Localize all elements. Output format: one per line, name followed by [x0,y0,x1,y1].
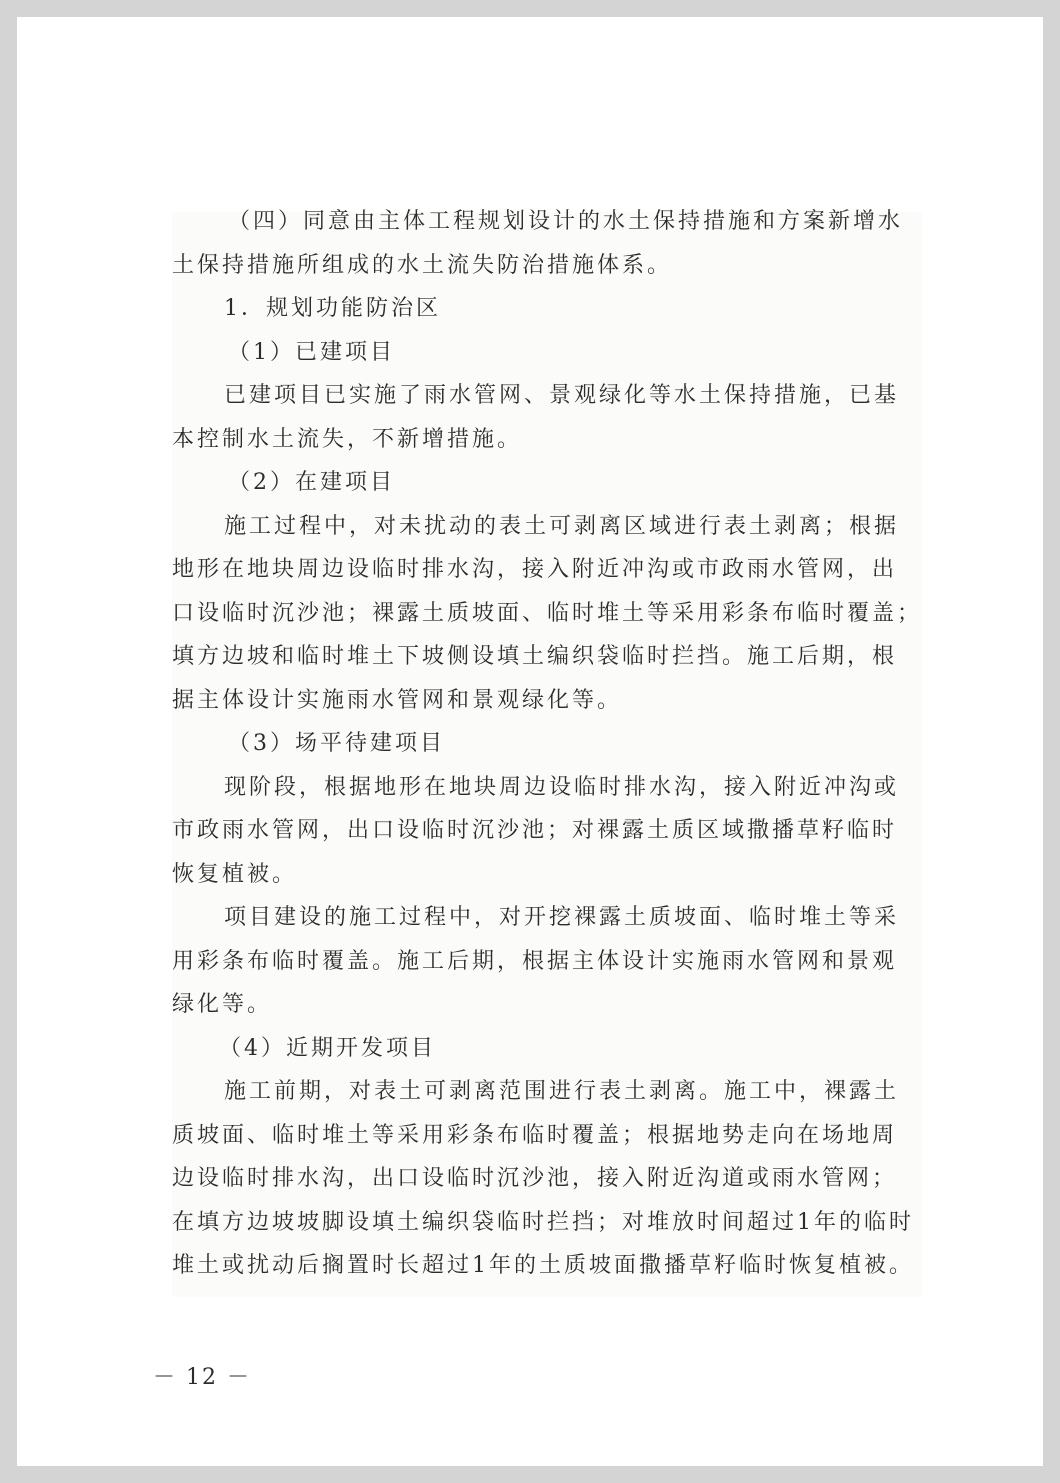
subsection-heading: （2）在建项目 [228,470,395,495]
text-line: 在填方边坡坡脚设填土编织袋临时拦挡；对堆放时间超过1年的临时 [172,1209,914,1235]
text-line: 边设临时排水沟，出口设临时沉沙池，接入附近沟道或雨水管网； [172,1166,898,1191]
text-line: 项目建设的施工过程中，对开挖裸露土质坡面、临时堆土等采 [224,905,900,930]
subsection-heading: （4）近期开发项目 [219,1035,436,1061]
text-line: 已建项目已实施了雨水管网、景观绿化等水土保持措施，已基 [224,383,900,408]
text-line: 用彩条布临时覆盖。施工后期，根据主体设计实施雨水管网和景观 [172,948,898,974]
text-line: 据主体设计实施雨水管网和景观绿化等。 [172,687,623,713]
text-line: 现阶段，根据地形在地块周边设临时排水沟，接入附近冲沟或 [224,774,900,800]
text-line: （四）同意由主体工程规划设计的水土保持措施和方案新增水 [228,209,904,234]
section-heading: 1．规划功能防治区 [224,296,441,321]
text-line: 施工过程中，对未扰动的表土可剥离区域进行表土剥离；根据 [224,513,900,539]
subsection-heading: （3）场平待建项目 [228,731,445,756]
text-line: 口设临时沉沙池；裸露土质坡面、临时堆土等采用彩条布临时覆盖； [172,600,923,626]
text-line: 堆土或扰动后搁置时长超过1年的土质坡面撒播草籽临时恢复植被。 [172,1253,914,1278]
text-line: 绿化等。 [172,992,273,1017]
text-line: 地形在地块周边设临时排水沟，接入附近冲沟或市政雨水管网，出 [172,557,898,582]
text-line: 填方边坡和临时堆土下坡侧设填土编织袋临时拦挡。施工后期，根 [172,644,898,669]
text-line: 土保持措施所组成的水土流失防治措施体系。 [172,252,673,278]
text-line: 本控制水土流失，不新增措施。 [172,426,523,452]
text-line: 市政雨水管网，出口设临时沉沙池；对裸露土质区域撒播草籽临时 [172,818,898,843]
page-number: － 12 － [153,1365,251,1390]
text-line: 质坡面、临时堆土等采用彩条布临时覆盖；根据地势走向在场地周 [172,1122,898,1148]
document-body [172,200,923,1288]
text-line: 施工前期，对表土可剥离范围进行表土剥离。施工中，裸露土 [224,1079,900,1104]
subsection-heading: （1）已建项目 [228,339,395,365]
text-line: 恢复植被。 [172,861,298,887]
